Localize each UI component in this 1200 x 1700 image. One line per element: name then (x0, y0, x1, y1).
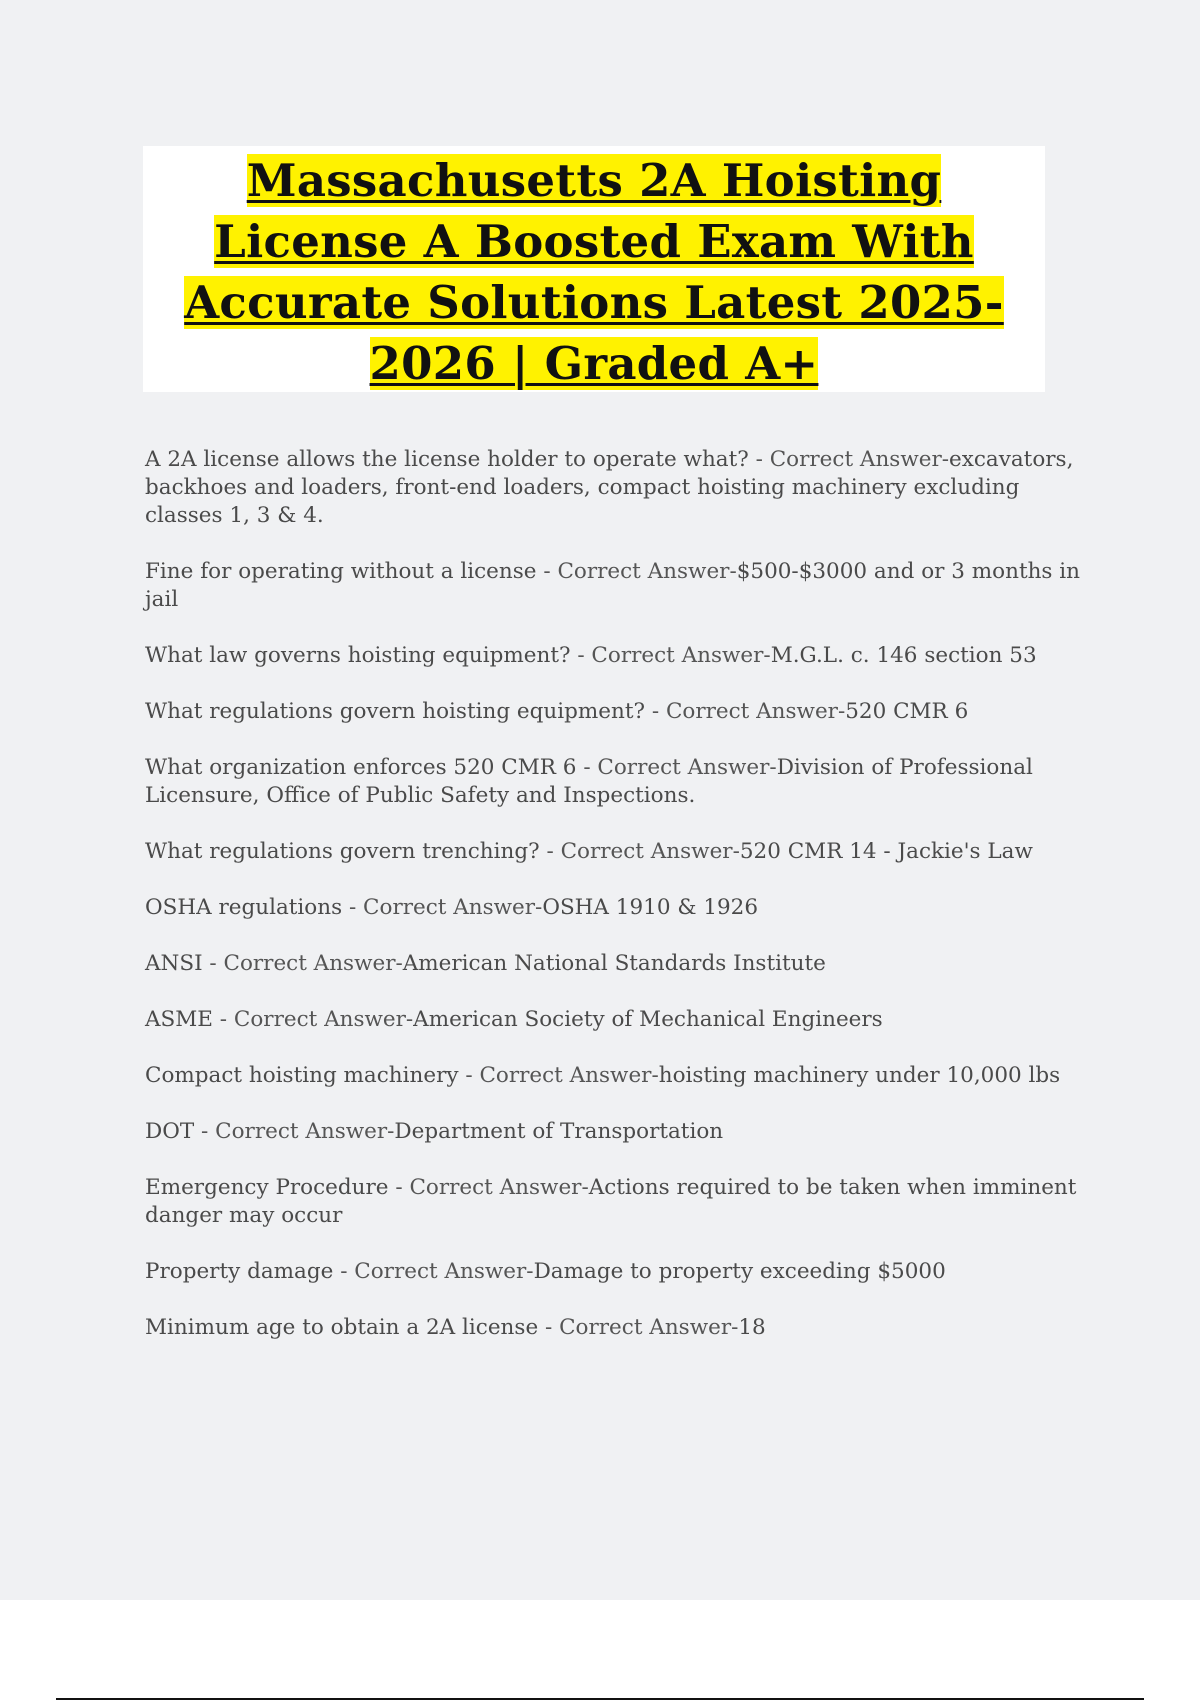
answer: OSHA 1910 & 1926 (542, 895, 759, 920)
answer: Damage to property exceeding $5000 (533, 1259, 946, 1284)
question: ANSI (145, 951, 203, 976)
qa-item (145, 838, 1080, 866)
answer-separator: - Correct Answer- (539, 839, 740, 864)
answer-separator: - Correct Answer- (748, 447, 949, 472)
qa-item (145, 642, 1080, 670)
qa-item (145, 1006, 1080, 1034)
answer-separator: - Correct Answer- (342, 895, 543, 920)
answer: $500-$3000 and or 3 months in jail (145, 559, 1081, 612)
qa-list (145, 446, 1080, 1370)
answer-separator: - Correct Answer- (333, 1259, 534, 1284)
answer: Division of Professional Licensure, Office of Public Safety and Inspections. (145, 755, 1033, 808)
answer-separator: - Correct Answer- (194, 1119, 395, 1144)
question: ASME (145, 1007, 213, 1032)
question: A 2A license allows the license holder to operate what? (145, 447, 749, 472)
answer-separator: - Correct Answer- (202, 951, 403, 976)
answer-separator: - Correct Answer- (458, 1063, 659, 1088)
qa-item (145, 950, 1080, 978)
qa-item (145, 698, 1080, 726)
question: Property damage (145, 1259, 334, 1284)
answer: Department of Transportation (394, 1119, 724, 1144)
question: What regulations govern trenching? (145, 839, 540, 864)
answer: M.G.L. c. 146 section 53 (770, 643, 1037, 668)
question: DOT (145, 1119, 195, 1144)
qa-item (145, 1174, 1080, 1230)
document-title-text: Massachusetts 2A Hoisting License A Boosted Exam With Accurate Solutions Latest 2025-2026 | Graded A+ (184, 154, 1004, 390)
answer: 18 (738, 1315, 766, 1340)
answer: American Society of Mechanical Engineers (413, 1007, 883, 1032)
question: OSHA regulations (145, 895, 343, 920)
answer: American National Standards Institute (402, 951, 826, 976)
answer: Actions required to be taken when imminent danger may occur (145, 1175, 1077, 1228)
question: Fine for operating without a license (145, 559, 537, 584)
qa-item (145, 558, 1080, 614)
document-title (143, 146, 1045, 394)
question: What regulations govern hoisting equipment? (145, 699, 646, 724)
answer-separator: - Correct Answer- (576, 755, 777, 780)
answer-separator: - Correct Answer- (645, 699, 846, 724)
answer-separator: - Correct Answer- (536, 559, 737, 584)
qa-item (145, 1258, 1080, 1286)
answer-separator: - Correct Answer- (538, 1315, 739, 1340)
question: Emergency Procedure (145, 1175, 389, 1200)
answer: 520 CMR 14 - Jackie's Law (739, 839, 1033, 864)
qa-item (145, 1314, 1080, 1342)
qa-item (145, 754, 1080, 810)
answer-separator: - Correct Answer- (212, 1007, 414, 1032)
answer-separator: - Correct Answer- (570, 643, 771, 668)
title-box (143, 146, 1045, 392)
answer: hoisting machinery under 10,000 lbs (658, 1063, 1061, 1088)
qa-item (145, 446, 1080, 530)
answer: 520 CMR 6 (845, 699, 969, 724)
answer: excavators, backhoes and loaders, front-end loaders, compact hoisting machinery excluding classes 1, 3 & 4. (145, 447, 1074, 528)
qa-item (145, 1062, 1080, 1090)
qa-item (145, 894, 1080, 922)
answer-separator: - Correct Answer- (388, 1175, 589, 1200)
question: Compact hoisting machinery (145, 1063, 459, 1088)
qa-item (145, 1118, 1080, 1146)
question: What organization enforces 520 CMR 6 (145, 755, 577, 780)
question: Minimum age to obtain a 2A license (145, 1315, 539, 1340)
question: What law governs hoisting equipment? (145, 643, 571, 668)
